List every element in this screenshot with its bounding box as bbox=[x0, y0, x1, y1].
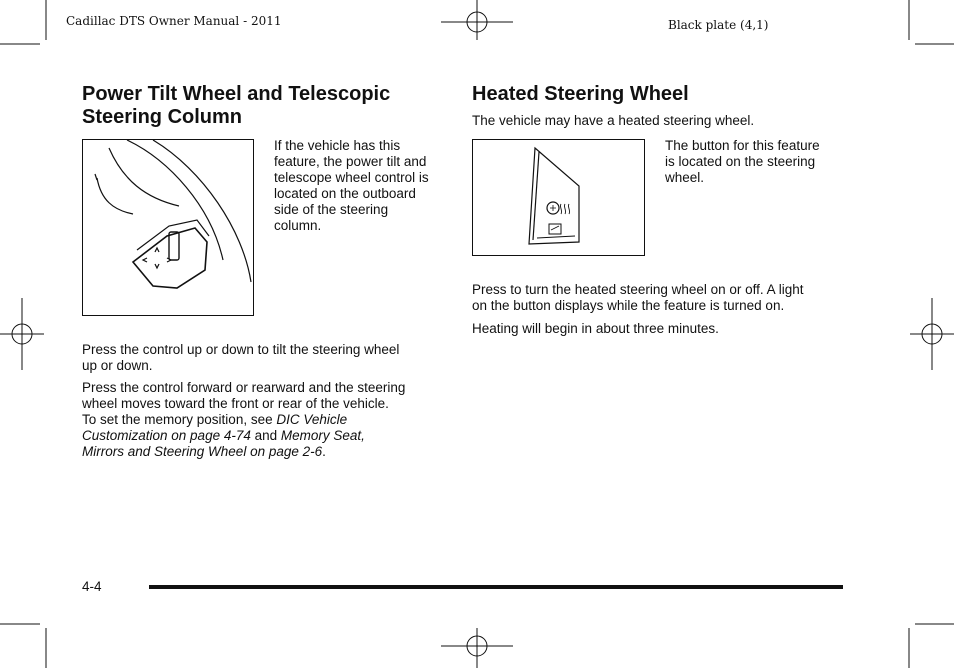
heated-intro: The vehicle may have a heated steering wheel. bbox=[472, 113, 755, 128]
header-manual-title: Cadillac DTS Owner Manual - 2011 bbox=[66, 14, 282, 28]
paragraph-line: on the button displays while the feature is turned on. bbox=[472, 298, 785, 313]
caption-line: telescope wheel control is bbox=[274, 170, 429, 185]
registration-mark-right bbox=[910, 298, 954, 370]
heading-line: Steering Column bbox=[82, 106, 243, 128]
caption-line: column. bbox=[274, 218, 322, 233]
caption-line: The button for this feature bbox=[665, 138, 820, 153]
caption-line: located on the outboard bbox=[274, 186, 416, 201]
heading-line: Power Tilt Wheel and Telescopic bbox=[82, 83, 391, 105]
heated-paragraph-2: Heating will begin in about three minutes. bbox=[472, 321, 719, 336]
tilt-paragraph-2 bbox=[82, 380, 405, 460]
heated-wheel-button-illustration bbox=[472, 139, 645, 256]
paragraph-line: up or down. bbox=[82, 358, 153, 373]
heated-figure-caption bbox=[665, 138, 820, 186]
paragraph-line bbox=[82, 444, 405, 460]
paragraph-text: . bbox=[322, 444, 326, 459]
header-plate: Black plate (4,1) bbox=[668, 18, 769, 32]
caption-line: If the vehicle has this bbox=[274, 138, 401, 153]
dic-customization-link[interactable]: Customization on page 4-74 bbox=[82, 428, 251, 443]
paragraph-line bbox=[82, 428, 405, 444]
caption-line: side of the steering bbox=[274, 202, 389, 217]
dic-customization-link[interactable]: DIC Vehicle bbox=[276, 412, 348, 427]
registration-mark-left bbox=[0, 298, 44, 370]
paragraph-line: wheel moves toward the front or rear of the vehicle. bbox=[82, 396, 389, 411]
footer-rule bbox=[149, 585, 843, 589]
caption-line: is located on the steering bbox=[665, 154, 816, 169]
paragraph-line: Press the control forward or rearward and the steering bbox=[82, 380, 406, 395]
caption-line: wheel. bbox=[665, 170, 705, 185]
caption-line: feature, the power tilt and bbox=[274, 154, 427, 169]
registration-mark-top bbox=[441, 0, 513, 40]
paragraph-line bbox=[82, 412, 405, 428]
paragraph-text: and bbox=[250, 428, 281, 443]
heated-button-drawing bbox=[473, 140, 646, 257]
tilt-paragraph-1 bbox=[82, 342, 399, 374]
heated-paragraph-1 bbox=[472, 282, 803, 314]
paragraph-text: To set the memory position, see bbox=[82, 412, 277, 427]
registration-mark-bottom bbox=[441, 628, 513, 668]
tilt-control-illustration bbox=[82, 139, 254, 316]
memory-seat-link[interactable]: Memory Seat, bbox=[280, 428, 365, 443]
tilt-figure-caption bbox=[274, 138, 429, 234]
paragraph-line: Press the control up or down to tilt the steering wheel bbox=[82, 342, 400, 357]
section-heading-heated-wheel: Heated Steering Wheel bbox=[472, 83, 689, 105]
tilt-control-drawing bbox=[83, 140, 255, 317]
paragraph-line: Press to turn the heated steering wheel on or off. A light bbox=[472, 282, 804, 297]
memory-seat-link[interactable]: Mirrors and Steering Wheel on page 2-6 bbox=[82, 444, 323, 459]
page-number: 4-4 bbox=[82, 579, 102, 594]
section-heading-power-tilt bbox=[82, 83, 390, 129]
